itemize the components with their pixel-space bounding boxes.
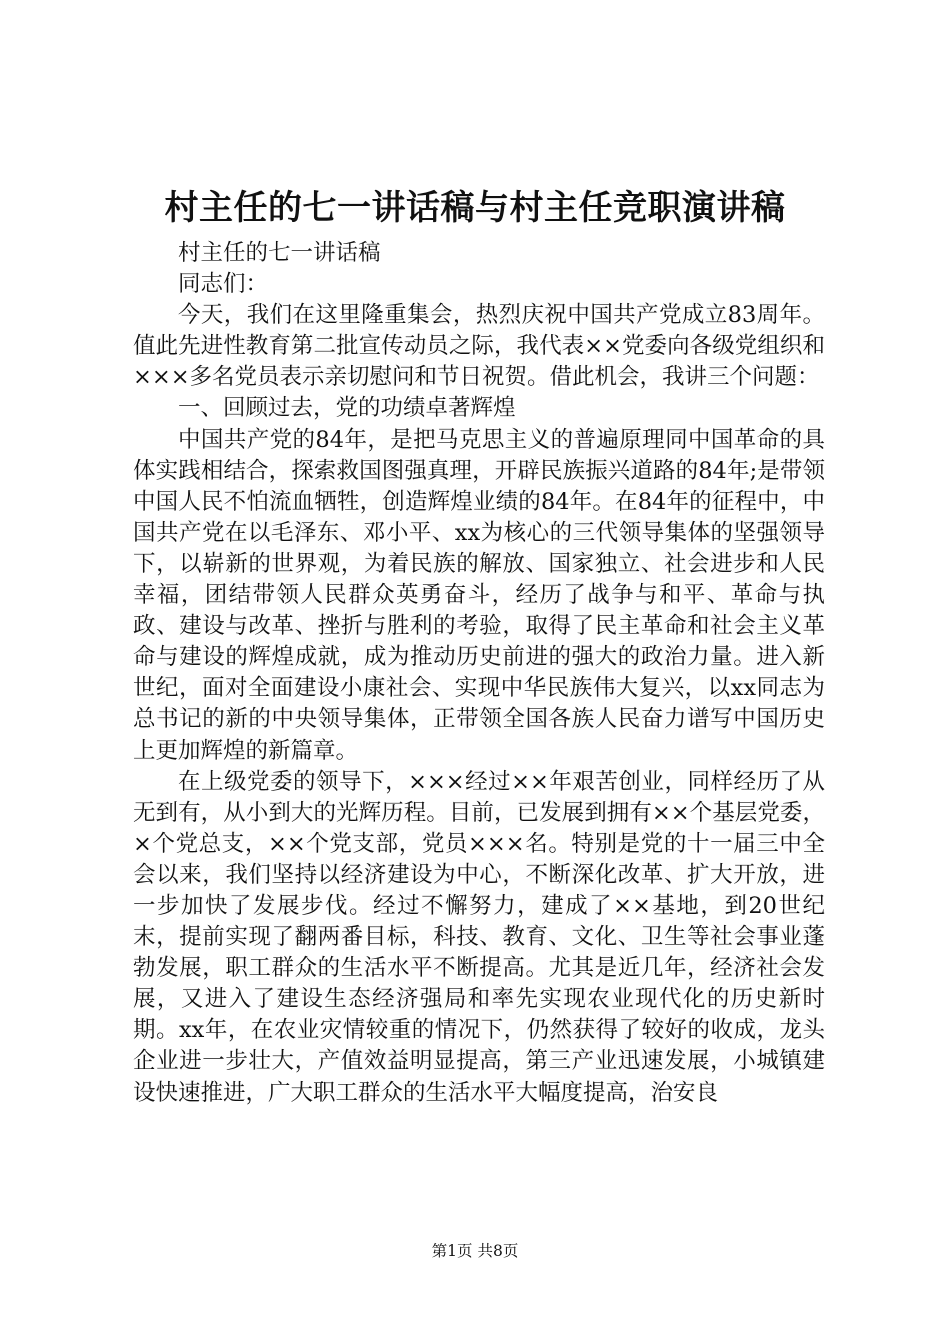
document-title: 村主任的七一讲话稿与村主任竞职演讲稿 xyxy=(164,188,786,228)
page-number: 第1页 共8页 xyxy=(431,1242,519,1260)
subtitle-paragraph: 村主任的七一讲话稿 xyxy=(178,240,381,266)
section-heading: 一、回顾过去，党的功绩卓著辉煌 xyxy=(178,395,516,422)
body-paragraph: 中国共产党的84年，是把马克思主义的普遍原理同中国革命的具体实践相结合，探索救国图强真理，开辟民族振兴道路的84年;是带领中国人民不怕流血牺牲，创造辉煌业绩的84年。在84年的征程中，中国共产党在以毛泽东、邓小平、xx为核心的三代领导集体的坚强领导下，以崭新的世界观，为着民族的解放、国家独立、社会进步和人民幸福，团结带领人民群众英勇奋斗，经历了战争与和平、革命与执政、建设与改革、挫折与胜利的考验，取得了民主革命和社会主义革命与建设的辉煌成就，成为推动历史前进的强大的政治力量。进入新世纪，面对全面建设小康社会、实现中华民族伟大复兴，以xx同志为总书记的新的中央领导集体，正带领全国各族人民奋力谱写中国历史上更加辉煌的新篇章。 xyxy=(133,426,825,764)
salutation-paragraph: 同志们： xyxy=(178,271,269,298)
document-body xyxy=(133,238,825,1109)
body-paragraph: 今天，我们在这里隆重集会，热烈庆祝中国共产党成立83周年。值此先进性教育第二批宣传动员之际，我代表××党委向各级党组织和×××多名党员表示亲切慰问和节日祝贺。借此机会，我讲三个问题： xyxy=(133,302,825,391)
body-paragraph: 在上级党委的领导下，×××经过××年艰苦创业，同样经历了从无到有，从小到大的光辉历程。目前，已发展到拥有××个基层党委，×个党总支，××个党支部，党员×××名。特别是党的十一届三中全会以来，我们坚持以经济建设为中心，不断深化改革、扩大开放，进一步加快了发展步伐。经过不懈努力，建成了××基地，到20世纪末，提前实现了翻两番目标，科技、教育、文化、卫生等社会事业蓬勃发展，职工群众的生活水平不断提高。尤其是近几年，经济社会发展，又进入了建设生态经济强局和率先实现农业现代化的历史新时期。xx年，在农业灾情较重的情况下，仍然获得了较好的收成，龙头企业进一步壮大，产值效益明显提高，第三产业迅速发展，小城镇建设快速推进，广大职工群众的生活水平大幅度提高，治安良 xyxy=(133,768,825,1106)
